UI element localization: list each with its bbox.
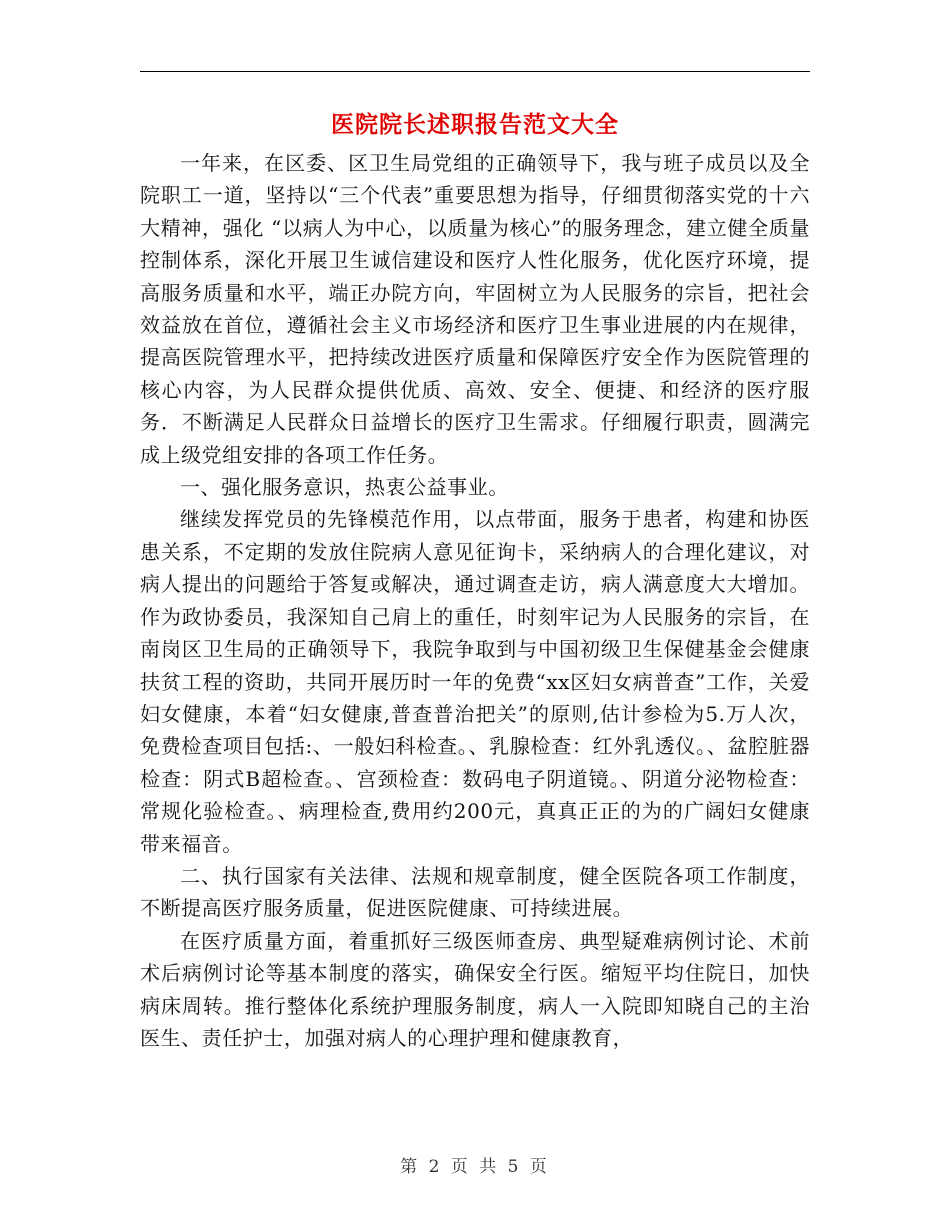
document-title: 医院院长述职报告范文大全 xyxy=(331,111,619,138)
section-heading-2: 二、执行国家有关法律、法规和规章制度，健全医院各项工作制度，不断提高医疗服务质量，促进医院健康、可持续进展。 xyxy=(140,863,810,921)
page-number-footer: 第 2 页 共 5 页 xyxy=(400,1157,550,1177)
body-paragraph-service: 继续发挥党员的先锋模范作用，以点带面，服务于患者，构建和协医患关系，不定期的发放住院病人意见征询卡，采纳病人的合理化建议，对病人提出的问题给于答复或解决，通过调查走访，病人满意度大大增加。作为政协委员，我深知自己肩上的重任，时刻牢记为人民服务的宗旨，在南岗区卫生局的正确领导下，我院争取到与中国初级卫生保健基金会健康扶贫工程的资助，共同开展历时一年的免费“xx区妇女病普查”工作，关爱妇女健康，本着“妇女健康,普查普治把关”的原则,估计参检为5.万人次，免费检查项目包括:、一般妇科检查。、乳腺检查：红外乳透仪。、盆腔脏器检查：阴式B超检查。、宫颈检查：数码电子阴道镜。、阴道分泌物检查：常规化验检查。、病理检查,费用约200元，真真正正的为的广阔妇女健康带来福音。 xyxy=(140,507,810,856)
section-heading-1: 一、强化服务意识，热衷公益事业。 xyxy=(180,475,509,500)
body-paragraph-quality: 在医疗质量方面，着重抓好三级医师查房、典型疑难病例讨论、术前术后病例讨论等基本制度的落实，确保安全行医。缩短平均住院日，加快病床周转。推行整体化系统护理服务制度，病人一入院即知晓自己的主治医生、责任护士，加强对病人的心理护理和健康教育， xyxy=(140,928,810,1050)
header-rule xyxy=(140,71,810,72)
body-paragraph-intro: 一年来，在区委、区卫生局党组的正确领导下，我与班子成员以及全院职工一道，坚持以“三个代表”重要思想为指导，仔细贯彻落实党的十六大精神，强化 “以病人为中心，以质量为核心”的服务理念，建立健全质量控制体系，深化开展卫生诚信建设和医疗人性化服务，优化医疗环境，提高服务质量和水平，端正办院方向，牢固树立为人民服务的宗旨，把社会效益放在首位，遵循社会主义市场经济和医疗卫生事业进展的内在规律，提高医院管理水平，把持续改进医疗质量和保障医疗安全作为医院管理的核心内容，为人民群众提供优质、高效、安全、便捷、和经济的医疗服务．不断满足人民群众日益增长的医疗卫生需求。仔细履行职责，圆满完成上级党组安排的各项工作任务。 xyxy=(140,151,810,467)
document-body xyxy=(140,147,810,1054)
